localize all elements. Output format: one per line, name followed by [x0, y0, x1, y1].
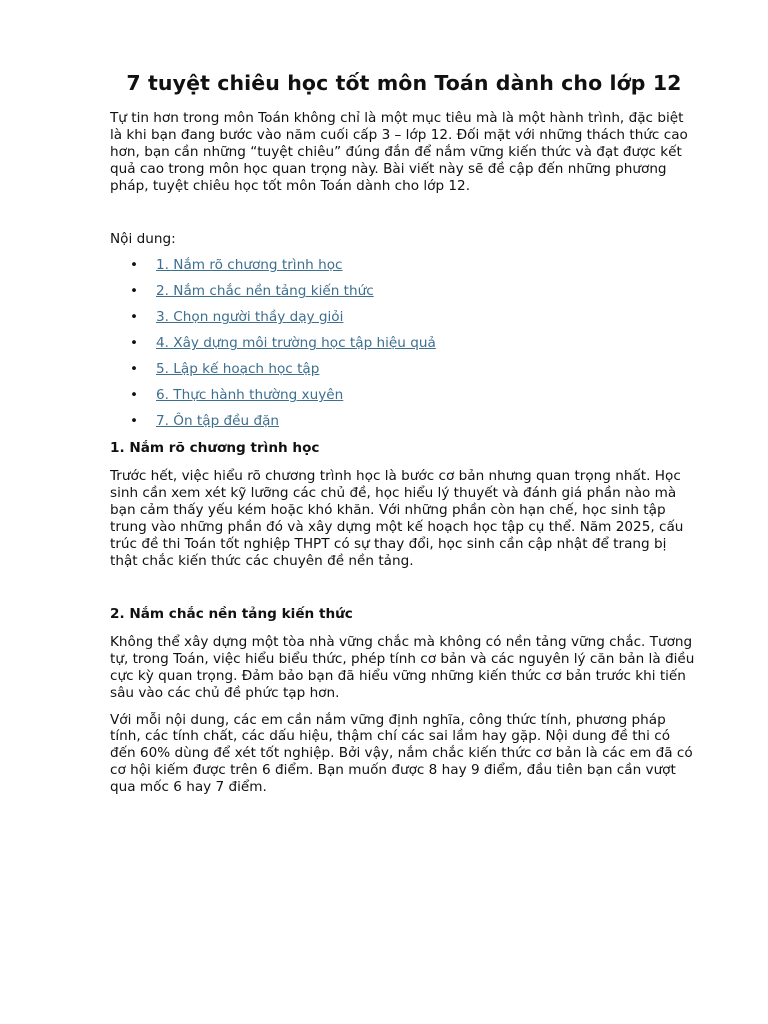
- intro-paragraph: Tự tin hơn trong môn Toán không chỉ là một mục tiêu mà là một hành trình, đặc biệt là khi bạn đang bước vào năm cuối cấp 3 – lớp 12. Đối mặt với những thách thức cao hơn, bạn cần những “tuyệt chiêu” đúng đắn để nắm vững kiến thức và đạt được kết quả cao trong môn học quan trọng này. Bài viết này sẽ đề cập đến những phương pháp, tuyệt chiêu học tốt môn Toán dành cho lớp 12.: [110, 110, 688, 194]
- toc-item: [110, 309, 698, 335]
- toc-link-3[interactable]: 3. Chọn người thầy dạy giỏi: [156, 309, 344, 326]
- toc-link-1[interactable]: 1. Nắm rõ chương trình học: [156, 257, 343, 274]
- bullet-icon: •: [130, 283, 139, 300]
- toc-link-6[interactable]: 6. Thực hành thường xuyên: [156, 387, 344, 404]
- bullet-icon: •: [130, 413, 139, 430]
- bullet-icon: •: [130, 309, 139, 326]
- section-heading-2: 2. Nắm chắc nền tảng kiến thức: [110, 605, 353, 622]
- toc-item: [110, 257, 698, 283]
- toc-item: [110, 361, 698, 387]
- toc-item: [110, 387, 698, 413]
- section-heading-1: 1. Nắm rõ chương trình học: [110, 440, 320, 457]
- toc-link-7[interactable]: 7. Ôn tập đều đặn: [156, 413, 280, 430]
- bullet-icon: •: [130, 257, 139, 274]
- toc-link-2[interactable]: 2. Nắm chắc nền tảng kiến thức: [156, 283, 374, 300]
- section-2-paragraph-2: Với mỗi nội dung, các em cần nắm vững định nghĩa, công thức tính, phương pháp tính, các tính chất, các dấu hiệu, thậm chí các sai lầm hay gặp. Nội dung đề thi có đến 60% dùng để xét tốt nghiệp. Bởi vậy, nắm chắc kiến thức cơ bản là các em đã có cơ hội kiếm được trên 6 điểm. Bạn muốn được 8 hay 9 điểm, đầu tiên bạn cần vượt qua mốc 6 hay 7 điểm.: [110, 711, 693, 796]
- bullet-icon: •: [130, 361, 139, 378]
- bullet-icon: •: [130, 335, 139, 352]
- toc-link-4[interactable]: 4. Xây dựng môi trường học tập hiệu quả: [156, 335, 436, 352]
- document-title: 7 tuyệt chiêu học tốt môn Toán dành cho lớp 12: [126, 71, 682, 95]
- table-of-contents: [110, 257, 698, 439]
- section-2-paragraph-1: Không thể xây dựng một tòa nhà vững chắc mà không có nền tảng vững chắc. Tương tự, trong Toán, việc hiểu biểu thức, phép tính cơ bản và các nguyên lý căn bản là điều cực kỳ quan trọng. Đảm bảo bạn đã hiểu vững những kiến thức cơ bản trước khi tiến sâu vào các chủ đề phức tạp hơn.: [110, 633, 695, 701]
- toc-item: [110, 283, 698, 309]
- bullet-icon: •: [130, 387, 139, 404]
- document-page: [110, 68, 698, 796]
- toc-link-5[interactable]: 5. Lập kế hoạch học tập: [156, 361, 320, 378]
- toc-item: [110, 413, 698, 439]
- toc-item: [110, 335, 698, 361]
- toc-label: Nội dung:: [110, 230, 176, 247]
- section-1-paragraph: Trước hết, việc hiểu rõ chương trình học là bước cơ bản nhưng quan trọng nhất. Học sinh cần xem xét kỹ lưỡng các chủ đề, học hiểu lý thuyết và đánh giá phần nào mà bạn cảm thấy yếu kém hoặc khó khăn. Với những phần còn hạn chế, học sinh tập trung vào những phần đó và xây dựng một kế hoạch học tập cụ thể. Năm 2025, cấu trúc đề thi Toán tốt nghiệp THPT có sự thay đổi, học sinh cần cập nhật để trang bị thật chắc kiến thức các chuyên đề nền tảng.: [110, 468, 684, 569]
